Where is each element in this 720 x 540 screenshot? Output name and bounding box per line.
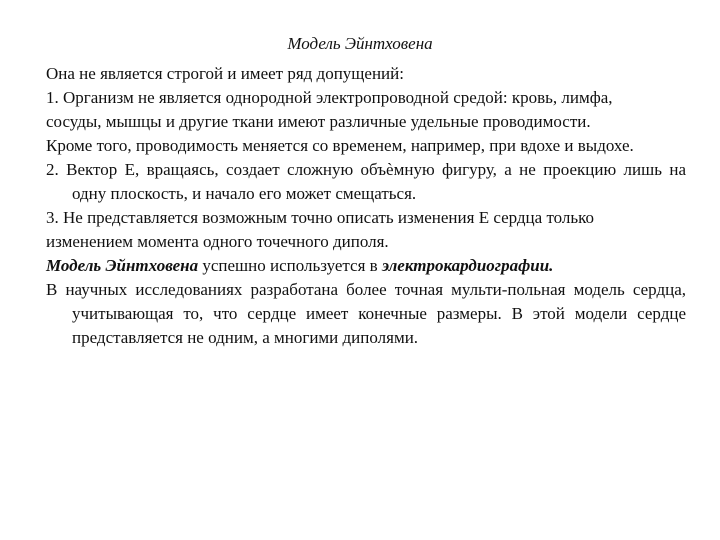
slide-body [46, 62, 686, 350]
ecg-term: электрокардиографии. [381, 256, 554, 275]
paragraph-conductivity: Кроме того, проводимость меняется со временем, например, при вдохе и выдохе. [46, 136, 634, 155]
paragraph-conclusion [46, 254, 686, 278]
paragraph-intro: Она не является строгой и имеет ряд допущений: [46, 64, 404, 83]
paragraph-item-3-continued: изменением момента одного точечного диполя. [46, 232, 389, 251]
paragraph-item-2: 2. Вектор Е, вращаясь, создает сложную объѐмную фигуру, а не проекцию лишь на одну плоскость, и начало его может смещаться. [46, 160, 686, 203]
paragraph-item-3: 3. Не представляется возможным точно описать изменения Е сердца только [46, 208, 595, 227]
model-name: Модель Эйнтховена [46, 256, 199, 275]
slide-title: Модель Эйнтховена [287, 34, 433, 53]
paragraph-multipole: В научных исследованиях разработана более точная мульти-польная модель сердца, учитывающая то, что сердце имеет конечные размеры. В этой модели сердце представляется не одним, а многими диполями. [46, 280, 686, 347]
paragraph-item-1: 1. Организм не является однородной электропроводной средой: кровь, лимфа, [46, 88, 613, 107]
paragraph-item-1-continued: сосуды, мышцы и другие ткани имеют различные удельные проводимости. [46, 112, 591, 131]
conclusion-text: успешно используется в [198, 256, 382, 275]
